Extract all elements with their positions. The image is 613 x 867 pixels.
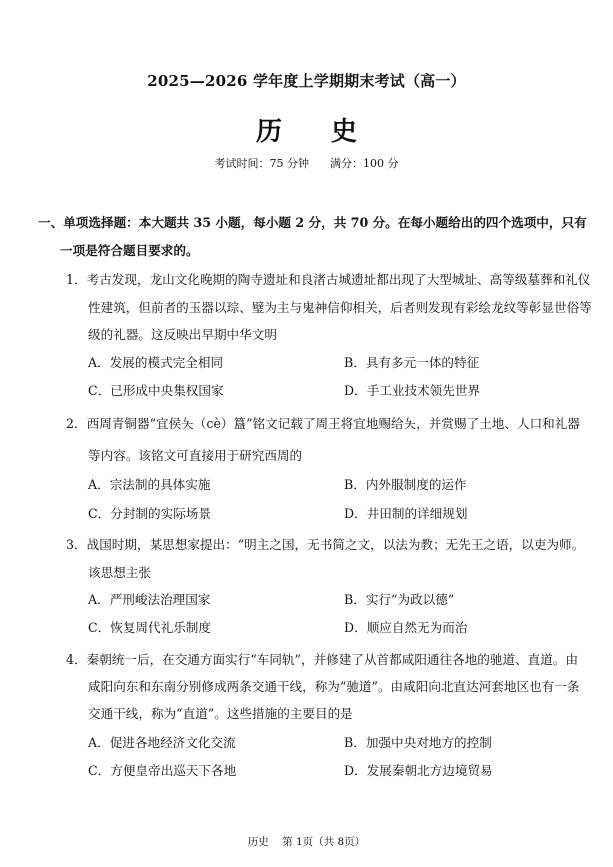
question-4-line-3: 交通干线，称为“直道”。这些措施的主要目的是: [88, 706, 353, 721]
question-2-line-1: 2．西周青铜器“宜侯夨（cè）簋”铭文记载了周王将宜地赐给夨，并赏赐了土地、人口和礼器: [66, 416, 580, 431]
question-1-option-d[interactable]: D．手工业技术领先世界: [344, 383, 481, 398]
question-1-option-a[interactable]: A．发展的模式完全相同: [88, 355, 224, 370]
question-4-option-d[interactable]: D．发展秦朝北方边境贸易: [344, 763, 493, 778]
question-3-option-a[interactable]: A．严刑峻法治理国家: [88, 592, 211, 607]
question-1-line-3: 级的礼器。这反映出早期中华文明: [88, 327, 277, 342]
question-1-option-c[interactable]: C．已形成中央集权国家: [88, 383, 224, 398]
subject-title: 历 史: [255, 117, 378, 147]
question-3-option-d[interactable]: D．顺应自然无为而治: [344, 620, 468, 635]
question-3-line-1: 3．战国时期，某思想家提出：“明主之国，无书简之文，以法为教；无先王之语，以吏为师。: [66, 537, 585, 552]
question-3-option-b[interactable]: B．实行“为政以德”: [344, 592, 455, 607]
question-1-line-1: 1．考古发现，龙山文化晚期的陶寺遗址和良渚古城遗址都出现了大型城址、高等级墓葬和礼仪: [66, 272, 591, 287]
page-title: 2025—2026 学年度上学期期末考试（高一）: [147, 72, 466, 90]
question-4-line-1: 4．秦朝统一后，在交通方面实行“车同轨”，并修建了从首都咸阳通往各地的驰道、直道。由: [66, 652, 579, 667]
question-2-option-c[interactable]: C．分封制的实际场景: [88, 506, 211, 521]
question-4-option-b[interactable]: B．加强中央对地方的控制: [344, 735, 492, 750]
question-4-option-a[interactable]: A．促进各地经济文化交流: [88, 735, 236, 750]
question-2-line-2: 等内容。该铭文可直接用于研究西周的: [88, 448, 303, 463]
question-1-line-2: 性建筑，但前者的玉器以琮、璧为主与鬼神信仰相关，后者则发现有彩绘龙纹等彰显世俗等: [88, 300, 592, 315]
question-1-option-b[interactable]: B．具有多元一体的特征: [344, 355, 480, 370]
question-2-option-b[interactable]: B．内外服制度的运作: [344, 477, 467, 492]
question-4-option-c[interactable]: C．方便皇帝出巡天下各地: [88, 763, 237, 778]
question-2-option-a[interactable]: A．宗法制的具体实施: [88, 477, 211, 492]
question-2-option-d[interactable]: D．井田制的详细规划: [344, 506, 468, 521]
section-heading-line-2: 一项是符合题目要求的。: [60, 243, 199, 258]
exam-info: 考试时间：75 分钟 满分：100 分: [214, 157, 399, 170]
question-4-line-2: 咸阳向东和东南分别修成两条交通干线，称为“驰道”。由咸阳向北直达河套地区也有一条: [88, 679, 580, 694]
section-heading-line-1: 一、单项选择题：本大题共 35 小题，每小题 2 分，共 70 分。在每小题给出的四个选项中，只有: [38, 215, 587, 230]
question-3-option-c[interactable]: C．恢复周代礼乐制度: [88, 620, 211, 635]
page-footer: 历史 第 1页（共 8页）: [247, 836, 366, 848]
question-3-line-2: 该思想主张: [88, 565, 151, 580]
